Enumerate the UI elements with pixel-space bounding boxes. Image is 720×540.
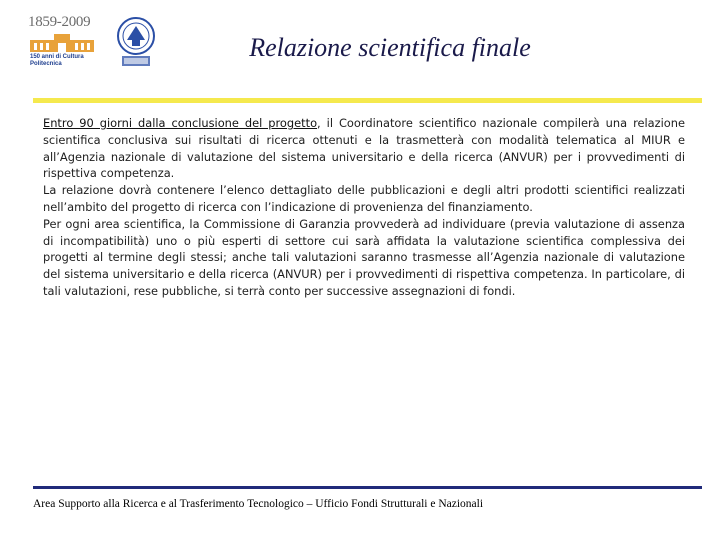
logo-caption-line2: Politecnica bbox=[30, 61, 62, 67]
paragraph-3: Per ogni area scientifica, la Commissione di Garanzia provvederà ad individuare (previa valutazione di assenza di incompatibilità) uno o più esperti di settore cui sarà affidata la valutazione scientifica complessiva dei progetti al termine degli stessi; anche tali valutazioni saranno trasmesse all’Agenzia nazionale di valutazione del sistema universitario e della ricerca (ANVUR) per i provvedimenti di rispettiva competenza. In particolare, di tali valutazioni, rese pubbliche, si terrà conto per successive assegnazioni di fondi. bbox=[43, 216, 685, 298]
top-divider bbox=[33, 98, 702, 103]
logo-years: 1859-2009 bbox=[28, 14, 91, 30]
bottom-divider bbox=[33, 486, 702, 489]
lead-phrase: Entro 90 giorni dalla conclusione del progetto bbox=[43, 116, 318, 130]
footer: Area Supporto alla Ricerca e al Trasferimento Tecnologico – Ufficio Fondi Strutturali e Nazionali bbox=[33, 498, 484, 510]
paragraph-1-rest: , il Coordinatore scientifico nazionale compilerà una relazione scientifica conclusiva sui risultati di ricerca ottenuti e la trasmetterà con modalità telematica al MIUR e all’Agenzia nazionale di valutazione del sistema universitario e della ricerca (ANVUR) per i provvedimenti di rispettiva competenza. bbox=[43, 116, 685, 181]
body-text bbox=[43, 115, 685, 300]
page-title: Relazione scientifica finale bbox=[249, 33, 531, 62]
paragraph-2: La relazione dovrà contenere l’elenco dettagliato delle pubblicazioni e degli altri prodotti scientifici realizzati nell’ambito del progetto di ricerca con l’indicazione di provenienza del finanziamento. bbox=[43, 183, 685, 214]
paragraph-1 bbox=[43, 115, 685, 182]
logo-caption-line1: 150 anni di Cultura bbox=[30, 54, 84, 60]
